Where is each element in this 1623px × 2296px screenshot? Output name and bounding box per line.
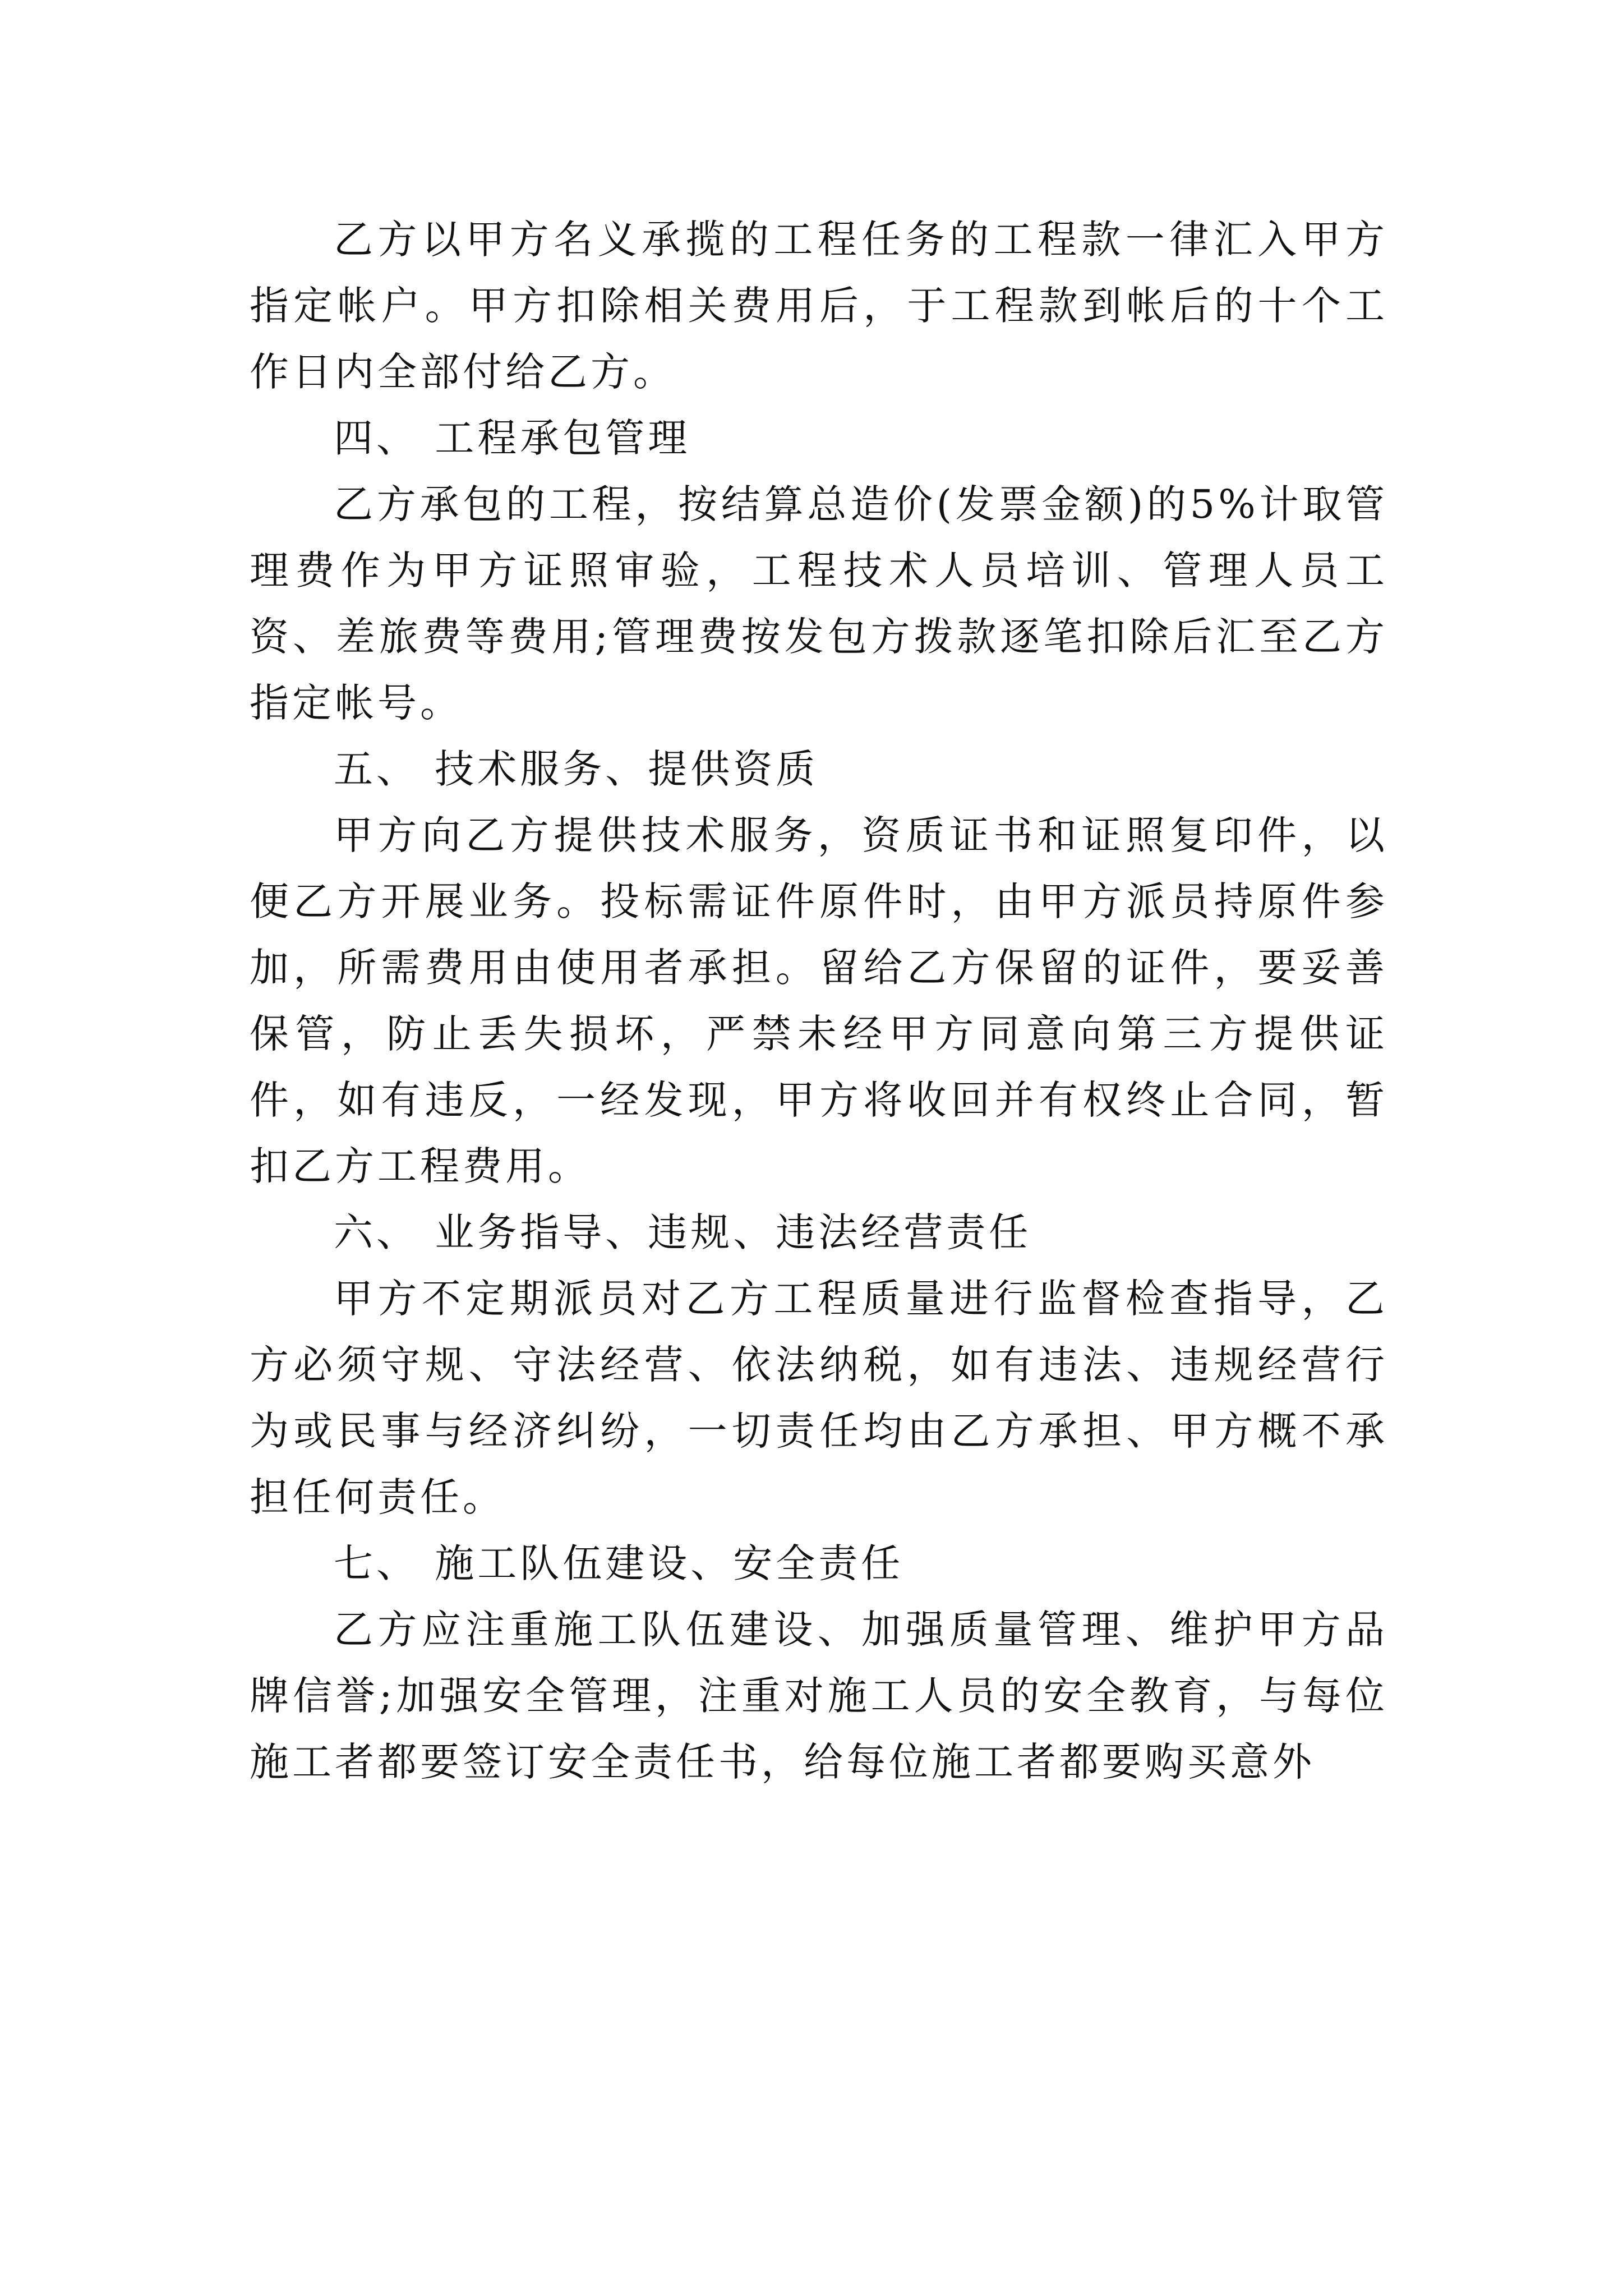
paragraph-business-guidance: 甲方不定期派员对乙方工程质量进行监督检查指导，乙方必须守规、守法经营、依法纳税，如有违法、违规经营行为或民事与经济纠纷，一切责任均由乙方承担、甲方概不承担任何责任。: [250, 1276, 1388, 1520]
section-heading-5: 五、 技术服务、提供资质: [334, 746, 819, 792]
document-body: [250, 206, 1388, 1795]
paragraph-technical-services: 甲方向乙方提供技术服务，资质证书和证照复印件，以便乙方开展业务。投标需证件原件时，由甲方派员持原件参加，所需费用由使用者承担。留给乙方保留的证件，要妥善保管，防止丢失损坏，严禁未经甲方同意向第三方提供证件，如有违反，一经发现，甲方将收回并有权终止合同，暂扣乙方工程费用。: [250, 812, 1388, 1189]
section-heading-4: 四、 工程承包管理: [334, 415, 691, 461]
paragraph-payment: 乙方以甲方名义承揽的工程任务的工程款一律汇入甲方指定帐户。甲方扣除相关费用后，于工程款到帐后的十个工作日内全部付给乙方。: [250, 217, 1388, 395]
paragraph-safety-responsibility: 乙方应注重施工队伍建设、加强质量管理、维护甲方品牌信誉;加强安全管理，注重对施工人员的安全教育，与每位施工者都要签订安全责任书，给每位施工者都要购买意外: [250, 1607, 1388, 1785]
paragraph-contract-management: 乙方承包的工程，按结算总造价(发票金额)的5%计取管理费作为甲方证照审验，工程技术人员培训、管理人员工资、差旅费等费用;管理费按发包方拨款逐笔扣除后汇至乙方指定帐号。: [250, 481, 1388, 726]
section-heading-6: 六、 业务指导、违规、违法经营责任: [334, 1209, 1032, 1255]
section-heading-7: 七、 施工队伍建设、安全责任: [334, 1540, 904, 1586]
